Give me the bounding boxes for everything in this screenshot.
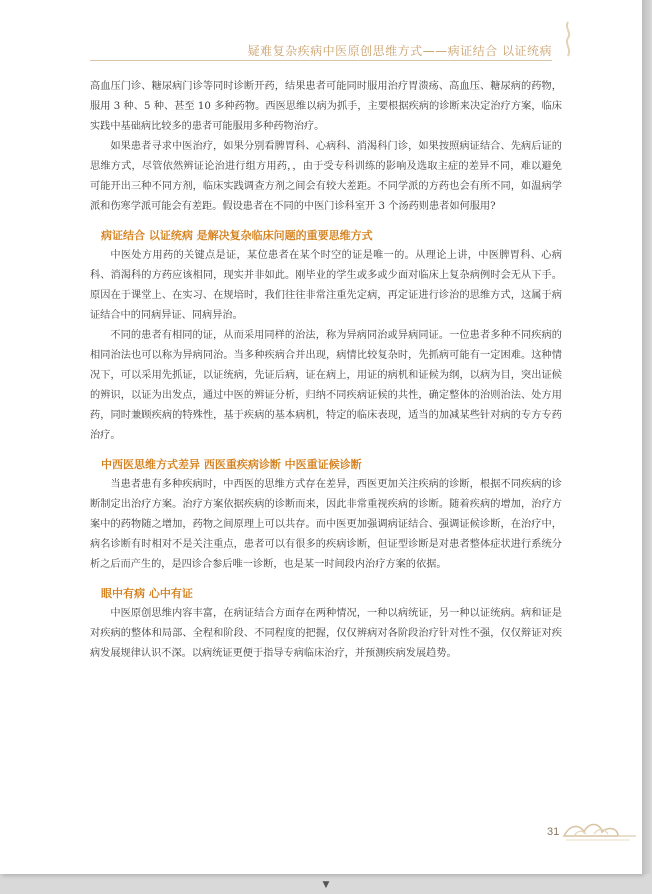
- cloud-ornament-icon: [556, 20, 580, 60]
- running-header-title: 疑难复杂疾病中医原创思维方式——病证结合 以证统病: [247, 44, 552, 58]
- body-paragraph: 中医原创思维内容丰富，在病证结合方面存在两种情况，一种以病统证，另一种以证统病。病和证是对疾病的整体和局部、全程和阶段、不同程度的把握，仅仅辨病对各阶段治疗针对性不强，仅仅辩证对疾病发展规律认识不深。以病统证更便于指导专病临床治疗，并预测疾病发展趋势。: [90, 608, 562, 659]
- body-paragraph: 如果患者寻求中医治疗，如果分别看脾胃科、心病科、消渴科门诊，如果按照病证结合、先病后证的思维方式，尽管依然辨证论治进行组方用药，，由于受专科训练的影响及选取主症的差异不同，难以避免可能开出三种不同方剂，临床实践调查方剂之间会有较大差距。不同学派的方药也会有所不同，如温病学派和伤寒学派可能会有差距。假设患者在不同的中医门诊科室开 3 个汤药则患者如何服用?: [90, 141, 562, 212]
- page-edge-shadow: [642, 0, 652, 874]
- body-paragraph: 当患者患有多种疾病时，中西医的思维方式存在差异，西医更加关注疾病的诊断，根据不同疾病的诊断制定出治疗方案。治疗方案依据疾病的诊断而来，因此非常重视疾病的诊断。随着疾病的增加，治疗方案中的药物随之增加，药物之间原理上可以共存。而中医更加强调病证结合、强调证候诊断，在治疗中，病名诊断有时相对不是关注重点，患者可以有很多的疾病诊断，但证型诊断是对患者整体症状进行系统分析之后而产生的，是四诊合参后唯一诊断，也是某一时间段内治疗方案的依据。: [90, 479, 562, 570]
- body-paragraph: 不同的患者有相同的证，从而采用同样的治法，称为异病同治或异病同证。一位患者多种不同疾病的相同治法也可以称为异病同治。当多种疾病合并出现，病情比较复杂时，先抓病可能有一定困难。这种情况下，可以采用先抓证，以证统病，先证后病，证在病上，用证的病机和证候为纲，以病为目，突出证候的辨识，以证为出发点，通过中医的辨证分析，归纳不同疾病证候的共性，确定整体的治则治法、处方用药，同时兼顾疾病的特殊性，基于疾病的基本病机，特定的临床表现，适当的加减某些针对病的专方专药治疗。: [90, 330, 562, 441]
- section-heading: 病证结合 以证统病 是解决复杂临床问题的重要思维方式: [101, 229, 373, 242]
- section-heading: 中西医思维方式差异 西医重疾病诊断 中医重证候诊断: [101, 458, 362, 471]
- page-number: 31: [547, 826, 560, 838]
- header-divider: [90, 60, 552, 61]
- body-paragraph: 高血压门诊、糖尿病门诊等同时诊断开药，结果患者可能同时服用治疗胃溃疡、高血压、糖尿病的药物，服用 3 种、5 种、甚至 10 多种药物。西医思维以病为抓手，主要根据疾病的诊断来决定治疗方案，临床实践中基础病比较多的患者可能服用多种药物治疗。: [90, 81, 562, 132]
- section-heading: 眼中有病 心中有证: [101, 587, 193, 600]
- body-paragraph: 中医处方用药的关键点是证，某位患者在某个时空的证是唯一的。从理论上讲，中医脾胃科、心病科、消渴科的方药应该相同，现实并非如此。刚毕业的学生或多或少面对临床上复杂病例时会无从下手。原因在于课堂上、在实习、在规培时，我们往往非常注重先定病，再定证进行诊治的思维方式，这属于病证结合中的同病异证、同病异治。: [90, 250, 562, 321]
- scroll-down-icon[interactable]: ▼: [322, 880, 330, 890]
- article-body: [90, 77, 562, 664]
- cloud-ornament-icon: [560, 818, 636, 844]
